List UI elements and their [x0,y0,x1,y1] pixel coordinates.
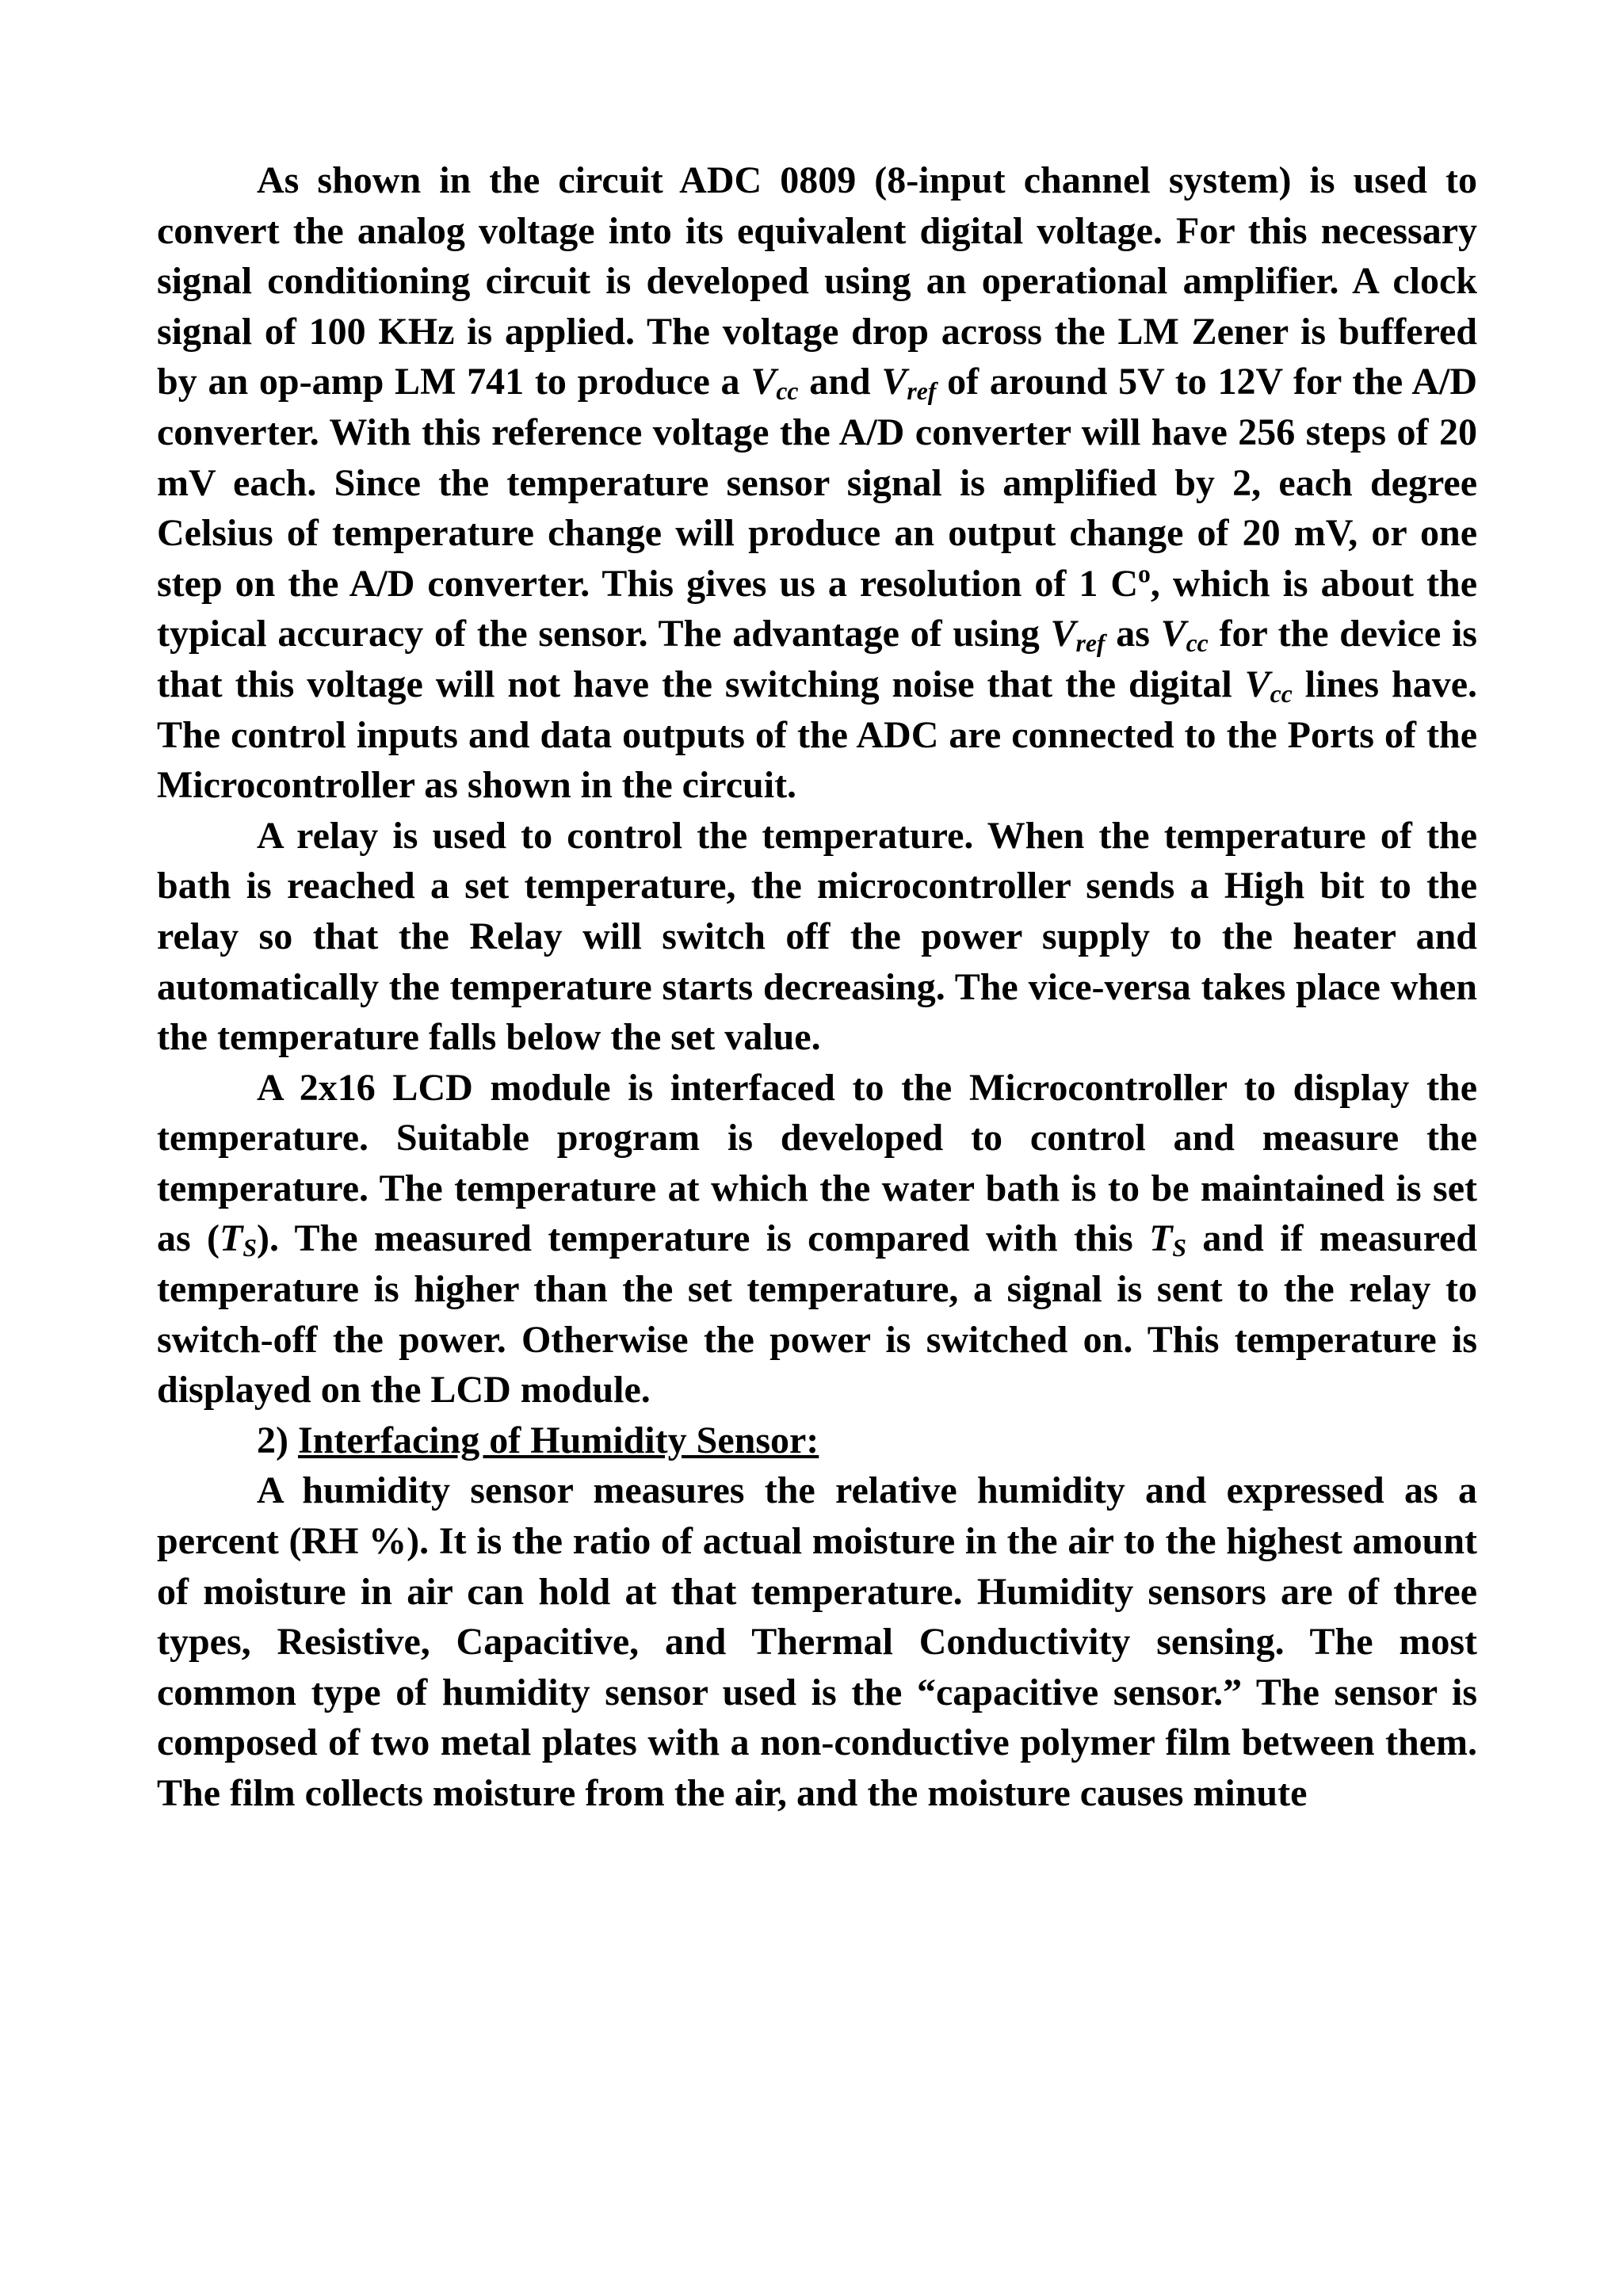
vref-symbol: $V_{ref}$ [1050,613,1106,658]
paragraph-adc: As shown in the circuit ADC 0809 (8-input channel system) is used to convert the analog voltage into its equivalent digital voltage. For this necessary signal conditioning circuit is developed using an operational amplifier. A clock signal of 100 KHz is applied. The voltage drop across the LM Zener is buffered by an op-amp LM 741 to produce a $V_{cc}$ and $V_{ref}$ of around 5V to 12V for the A/D converter. With this reference voltage the A/D converter will have 256 steps of 20 mV each. Since the temperature sensor signal is amplified by 2, each degree Celsius of temperature change will produce an output change of 20 mV, or one step on the A/D converter. This gives us a resolution of 1 $C^o$, which is about the typical accuracy of the sensor. The advantage of using $V_{ref}$ as $V_{cc}$ for the device is that this voltage will not have the switching noise that the digital $V_{cc}$ lines have. The control inputs and data outputs of the ADC are connected to the Ports of the Microcontroller as shown in the circuit. [157,159,1478,807]
section-title: Interfacing of Humidity Sensor: [297,1419,819,1461]
document-page [157,155,1477,1819]
paragraph-lcd: A 2x16 LCD module is interfaced to the Microcontroller to display the temperature. Suitable program is developed to control and measure the temperature. The temperature at which the water bath is to be maintained is set as $(T_S)$. The measured temperature is compared with this $T_S$ and if measured temperature is higher than the set temperature, a signal is sent to the relay to switch-off the power. Otherwise the power is switched on. This temperature is displayed on the LCD module. [157,1066,1478,1412]
vcc-symbol: $V_{cc}$ [750,361,799,406]
vcc-symbol: $V_{cc}$ [1160,613,1209,658]
vcc-symbol: $V_{cc}$ [1244,663,1293,708]
degree-superscript: o [1138,560,1151,588]
section-heading-humidity [157,1415,1477,1466]
vref-symbol: $V_{ref}$ [881,361,937,406]
section-number: 2) [257,1419,298,1461]
ts-symbol: $T_S$ [220,1217,257,1263]
ts-symbol: $T_S$ [1149,1217,1187,1263]
paragraph-relay: A relay is used to control the temperature. When the temperature of the bath is reached a set temperature, the microcontroller sends a High bit to the relay so that the Relay will switch off the power supply to the heater and automatically the temperature starts decreasing. The vice-versa takes place when the temperature falls below the set value. [157,814,1477,1059]
paragraph-humidity: A humidity sensor measures the relative humidity and expressed as a percent (RH %). It is the ratio of actual moisture in the air to the highest amount of moisture in air can hold at that temperature. Humidity sensors are of three types, Resistive, Capacitive, and Thermal Conductivity sensing. The most common type of humidity sensor used is the “capacitive sensor.” The sensor is composed of two metal plates with a non-conductive polymer film between them. The film collects moisture from the air, and the moisture causes minute [157,1469,1477,1814]
